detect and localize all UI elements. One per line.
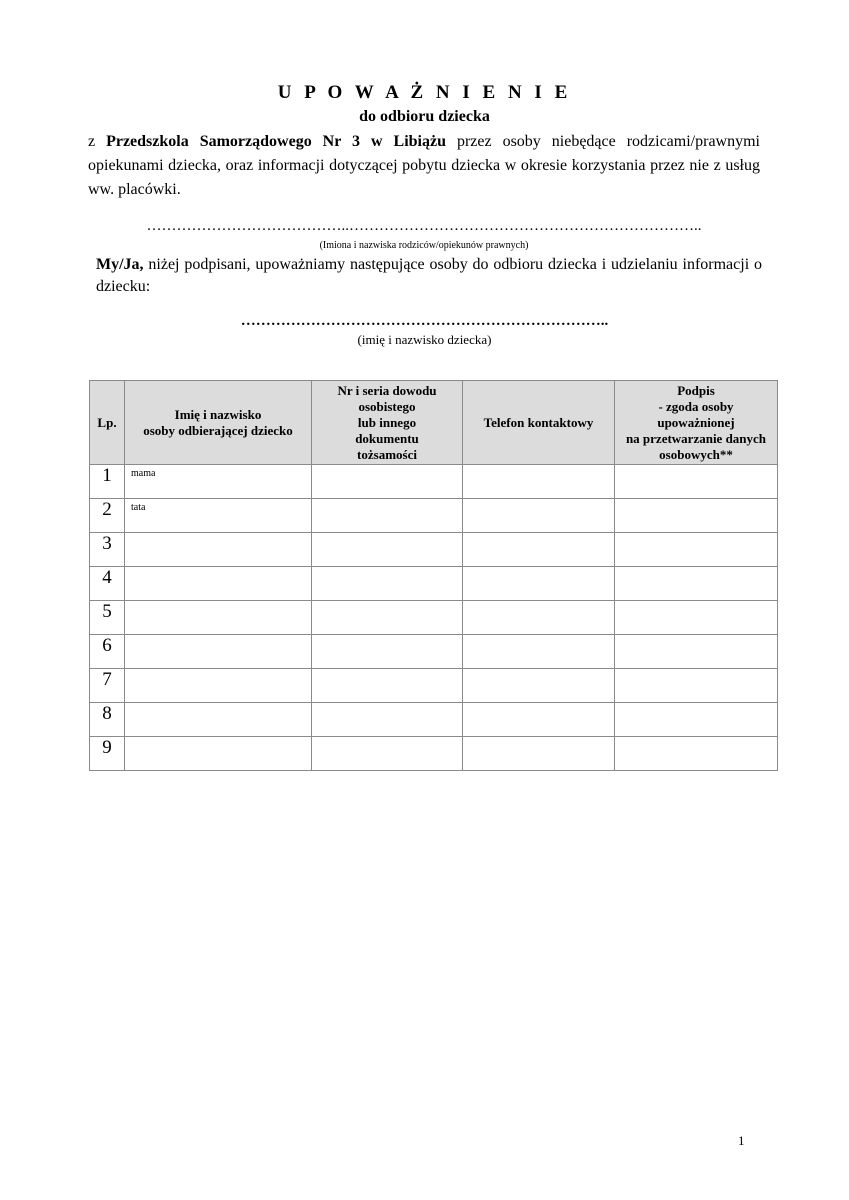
header-document [312, 381, 463, 465]
authorized-persons-table [89, 380, 778, 771]
header-document-line: dokumentu [355, 430, 419, 446]
row-number: 8 [90, 703, 125, 737]
signature-cell[interactable] [615, 499, 778, 533]
document-cell[interactable] [312, 533, 463, 567]
document-cell[interactable] [312, 465, 463, 499]
page-number: 1 [738, 1133, 745, 1148]
signature-cell[interactable] [615, 533, 778, 567]
table-row [90, 465, 778, 499]
signature-cell[interactable] [615, 737, 778, 771]
authorization-lead: My/Ja, [96, 256, 144, 273]
header-phone: Telefon kontaktowy [463, 381, 615, 465]
table-row [90, 669, 778, 703]
document-cell[interactable] [312, 499, 463, 533]
header-signature-line: na przetwarzanie danych [625, 430, 767, 446]
parents-name-field[interactable]: …………………………………..…………………………………………………………….. [146, 218, 702, 234]
table-row [90, 703, 778, 737]
header-signature-line: upoważnionej [657, 414, 735, 430]
intro-paragraph [88, 130, 760, 202]
authorization-text: niżej podpisani, upoważniamy następujące osoby do odbioru dziecka i udzielaniu informacji o dziecku: [96, 256, 762, 295]
intro-text: przez osoby niebędące rodzicami/prawnymi opiekunami dziecka, oraz informacji dotyczącej pobytu dziecka w okresie korzystania przez nie z usług ww. placówki. [88, 133, 760, 198]
document-subtitle: do odbioru dziecka [359, 108, 490, 125]
header-document-line: osobistego [358, 398, 416, 414]
parents-name-caption: (Imiona i nazwiska rodziców/opiekunów prawnych) [319, 240, 529, 251]
person-name-cell[interactable]: mama [125, 465, 312, 499]
signature-cell[interactable] [615, 703, 778, 737]
institution-name: Przedszkola Samorządowego Nr 3 w Libiążu [106, 133, 446, 150]
document-cell[interactable] [312, 737, 463, 771]
document-cell[interactable] [312, 567, 463, 601]
header-document-line: lub innego [357, 414, 417, 430]
table-row [90, 737, 778, 771]
document-cell[interactable] [312, 669, 463, 703]
phone-cell[interactable] [463, 601, 615, 635]
person-name-cell[interactable] [125, 737, 312, 771]
signature-cell[interactable] [615, 635, 778, 669]
row-number: 1 [90, 465, 125, 499]
person-name-cell[interactable] [125, 669, 312, 703]
table-row [90, 533, 778, 567]
header-signature-line: - zgoda osoby [658, 398, 734, 414]
person-name-cell[interactable] [125, 567, 312, 601]
document-cell[interactable] [312, 601, 463, 635]
row-number: 4 [90, 567, 125, 601]
header-signature-line: Podpis [677, 382, 715, 398]
table-row [90, 499, 778, 533]
phone-cell[interactable] [463, 635, 615, 669]
phone-cell[interactable] [463, 703, 615, 737]
row-number: 9 [90, 737, 125, 771]
table-row [90, 601, 778, 635]
phone-cell[interactable] [463, 669, 615, 703]
child-name-caption: (imię i nazwisko dziecka) [357, 332, 492, 347]
header-document-line: tożsamości [357, 446, 417, 462]
signature-cell[interactable] [615, 465, 778, 499]
row-number: 3 [90, 533, 125, 567]
phone-cell[interactable] [463, 465, 615, 499]
person-name-cell[interactable] [125, 635, 312, 669]
header-lp: Lp. [90, 381, 125, 465]
phone-cell[interactable] [463, 499, 615, 533]
row-number: 7 [90, 669, 125, 703]
person-name-cell[interactable] [125, 601, 312, 635]
row-number: 2 [90, 499, 125, 533]
header-signature [615, 381, 778, 465]
document-cell[interactable] [312, 703, 463, 737]
person-name-cell[interactable] [125, 533, 312, 567]
row-number: 5 [90, 601, 125, 635]
authorization-paragraph [96, 254, 762, 298]
table-header-row [90, 381, 778, 465]
table-row [90, 635, 778, 669]
signature-cell[interactable] [615, 567, 778, 601]
child-name-field[interactable]: ……………………………………………………………….. [240, 313, 609, 329]
signature-cell[interactable] [615, 669, 778, 703]
person-name-cell[interactable] [125, 703, 312, 737]
person-name-cell[interactable]: tata [125, 499, 312, 533]
phone-cell[interactable] [463, 737, 615, 771]
document-cell[interactable] [312, 635, 463, 669]
intro-prefix: z [88, 133, 107, 150]
header-document-line: Nr i seria dowodu [337, 382, 437, 398]
table-row [90, 567, 778, 601]
phone-cell[interactable] [463, 533, 615, 567]
header-name-line: osoby odbierającej dziecko [143, 422, 293, 438]
row-number: 6 [90, 635, 125, 669]
header-signature-line: osobowych** [659, 446, 733, 462]
signature-cell[interactable] [615, 601, 778, 635]
phone-cell[interactable] [463, 567, 615, 601]
document-title: U P O W A Ż N I E N I E [277, 82, 572, 103]
header-name [125, 381, 312, 465]
header-name-line: Imię i nazwisko [174, 406, 262, 422]
